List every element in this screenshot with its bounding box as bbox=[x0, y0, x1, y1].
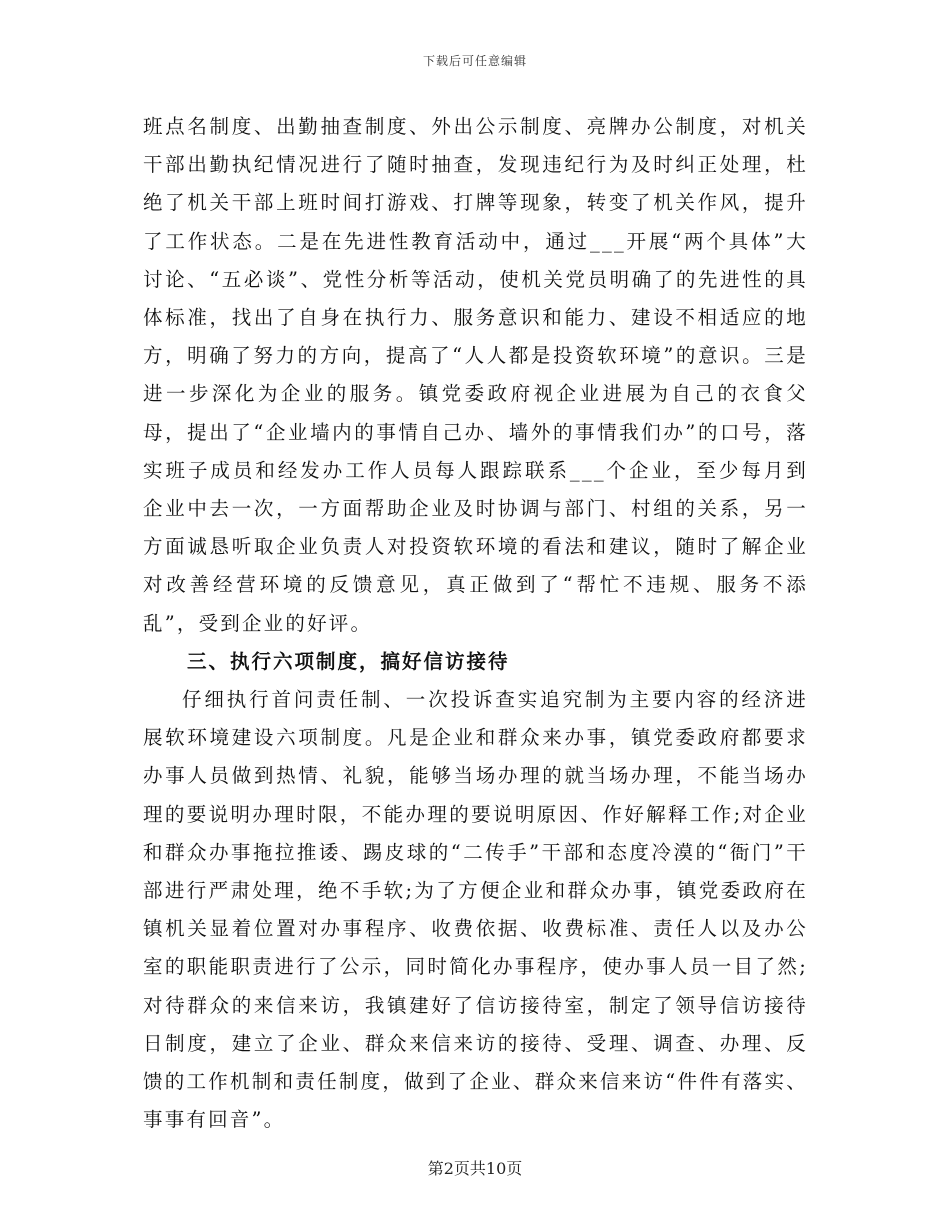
page-header: 下载后可任意编辑 bbox=[422, 54, 527, 68]
section-heading: 三、执行六项制度，搞好信访接待 bbox=[187, 649, 510, 673]
paragraph-section-three: 仔细执行首问责任制、一次投诉查实追究制为主要内容的经济进展软环境建设六项制度。凡是企业和群众来办事，镇党委政府都要求办事人员做到热情、礼貌，能够当场办理的就当场办理，不能当场办理的要说明办理时限，不能办理的要说明原因、作好解释工作;对企业和群众办事拖拉推诿、踢皮球的“二传手”干部和态度冷漠的“衙门”干部进行严肃处理，绝不手软;为了方便企业和群众办事，镇党委政府在镇机关显着位置对办事程序、收费依据、收费标准、责任人以及办公室的职能职责进行了公示，同时简化办事程序，使办事人员一目了然;对待群众的来信来访，我镇建好了信访接待室，制定了领导信访接待日制度，建立了企业、群众来信来访的接待、受理、调查、办理、反馈的工作机制和责任制度，做到了企业、群众来信来访“件件有落实、事事有回音”。 bbox=[143, 688, 808, 1132]
paragraph-continued: 班点名制度、出勤抽查制度、外出公示制度、亮牌办公制度，对机关干部出勤执纪情况进行了随时抽查，发现违纪行为及时纠正处理，杜绝了机关干部上班时间打游戏、打牌等现象，转变了机关作风，提升了工作状态。二是在先进性教育活动中，通过___开展“两个具体”大讨论、“五必谈”、党性分析等活动，使机关党员明确了的先进性的具体标准，找出了自身在执行力、服务意识和能力、建设不相适应的地方，明确了努力的方向，提高了“人人都是投资软环境”的意识。三是进一步深化为企业的服务。镇党委政府视企业进展为自己的衣食父母，提出了“企业墙内的事情自己办、墙外的事情我们办”的口号，落实班子成员和经发办工作人员每人跟踪联系___个企业，至少每月到企业中去一次，一方面帮助企业及时协调与部门、村组的关系，另一方面诚恳听取企业负责人对投资软环境的看法和建议，随时了解企业对改善经营环境的反馈意见，真正做到了“帮忙不违规、服务不添乱”，受到企业的好评。 bbox=[143, 115, 808, 635]
page-footer: 第2页共10页 bbox=[427, 1159, 523, 1178]
document-body bbox=[143, 108, 808, 1139]
